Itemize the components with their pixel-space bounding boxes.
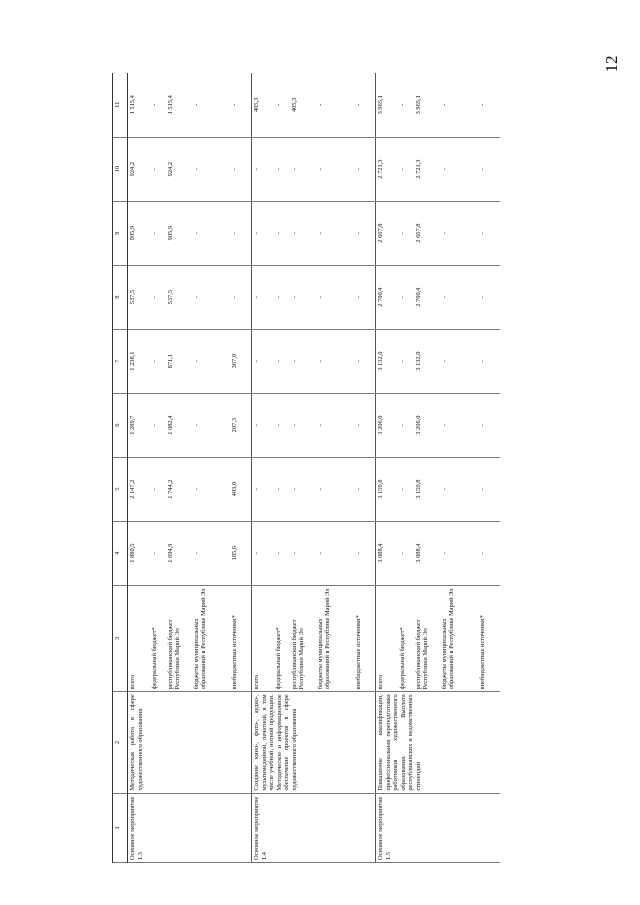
column-header: 2 bbox=[113, 692, 128, 793]
amount-cell: - bbox=[290, 329, 316, 393]
amount-cell: - bbox=[354, 73, 376, 137]
amount-cell: - bbox=[316, 265, 354, 329]
amount-cell: 3 965,1 bbox=[414, 73, 440, 137]
funding-source: республиканский бюджет Республики Марий Эл bbox=[290, 585, 316, 692]
column-header: 5 bbox=[113, 457, 128, 521]
amount-cell: - bbox=[150, 457, 166, 521]
funding-source: внебюджетные источники* bbox=[230, 585, 252, 692]
amount-cell: 367,0 bbox=[230, 329, 252, 393]
funding-source: всего bbox=[128, 585, 150, 692]
column-number-row bbox=[113, 73, 128, 863]
column-header: 10 bbox=[113, 137, 128, 201]
amount-cell: - bbox=[440, 393, 478, 457]
amount-cell: 3 088,4 bbox=[414, 521, 440, 585]
amount-cell: - bbox=[150, 73, 166, 137]
amount-cell: - bbox=[440, 329, 478, 393]
amount-cell: - bbox=[354, 265, 376, 329]
amount-cell: 3 132,0 bbox=[414, 329, 440, 393]
amount-cell: - bbox=[274, 265, 290, 329]
amount-cell: - bbox=[398, 521, 414, 585]
amount-cell: - bbox=[192, 265, 230, 329]
event-title: Повышение квалификации, профессиональная переподготовка работников художественного образования. Выплата республиканских и ведомственных стипендий bbox=[376, 692, 500, 793]
amount-cell: 3 206,0 bbox=[376, 393, 398, 457]
amount-cell: - bbox=[398, 457, 414, 521]
amount-cell: 2 667,8 bbox=[376, 201, 398, 265]
amount-cell: - bbox=[252, 457, 274, 521]
amount-cell: 905,9 bbox=[128, 201, 150, 265]
amount-cell: - bbox=[398, 329, 414, 393]
amount-cell: - bbox=[252, 521, 274, 585]
amount-cell: 2 700,4 bbox=[414, 265, 440, 329]
funding-source: внебюджетные источники* bbox=[354, 585, 376, 692]
funding-source: республиканский бюджет Республики Марий Эл bbox=[166, 585, 192, 692]
amount-cell: 185,6 bbox=[230, 521, 252, 585]
amount-cell: - bbox=[290, 201, 316, 265]
amount-cell: - bbox=[150, 265, 166, 329]
amount-cell: - bbox=[192, 393, 230, 457]
amount-cell: - bbox=[478, 201, 500, 265]
event-name: Основное мероприятие 1.4 bbox=[252, 793, 376, 862]
amount-cell: 1 744,2 bbox=[166, 457, 192, 521]
amount-cell: - bbox=[252, 201, 274, 265]
column-header: 8 bbox=[113, 265, 128, 329]
amount-cell: 871,1 bbox=[166, 329, 192, 393]
column-header: 6 bbox=[113, 393, 128, 457]
amount-cell: - bbox=[290, 521, 316, 585]
amount-cell: 2 700,4 bbox=[376, 265, 398, 329]
table-row bbox=[376, 73, 398, 863]
funding-source: федеральный бюджет* bbox=[398, 585, 414, 692]
amount-cell: - bbox=[354, 137, 376, 201]
amount-cell: 207,3 bbox=[230, 393, 252, 457]
table-row bbox=[252, 73, 274, 863]
amount-cell: - bbox=[192, 73, 230, 137]
event-name: Основное мероприятие 1.5 bbox=[376, 793, 500, 862]
column-header: 3 bbox=[113, 585, 128, 692]
amount-cell: 2 147,2 bbox=[128, 457, 150, 521]
column-header: 11 bbox=[113, 73, 128, 137]
table-row bbox=[128, 73, 150, 863]
amount-cell: - bbox=[230, 73, 252, 137]
amount-cell: - bbox=[316, 521, 354, 585]
amount-cell: 2 721,3 bbox=[376, 137, 398, 201]
amount-cell: - bbox=[192, 201, 230, 265]
amount-cell: - bbox=[398, 201, 414, 265]
amount-cell: 1 082,4 bbox=[166, 393, 192, 457]
column-header: 7 bbox=[113, 329, 128, 393]
amount-cell: - bbox=[274, 393, 290, 457]
budget-table bbox=[112, 73, 500, 863]
amount-cell: 905,9 bbox=[166, 201, 192, 265]
amount-cell: - bbox=[274, 201, 290, 265]
funding-source: всего bbox=[376, 585, 398, 692]
amount-cell: - bbox=[398, 393, 414, 457]
column-header: 4 bbox=[113, 521, 128, 585]
amount-cell: - bbox=[354, 521, 376, 585]
amount-cell: - bbox=[192, 521, 230, 585]
funding-source: бюджеты муниципальных образований в Республике Марий Эл bbox=[192, 585, 230, 692]
amount-cell: - bbox=[398, 265, 414, 329]
amount-cell: - bbox=[440, 265, 478, 329]
amount-cell: 3 965,1 bbox=[376, 73, 398, 137]
amount-cell: - bbox=[354, 393, 376, 457]
amount-cell: - bbox=[290, 457, 316, 521]
amount-cell: - bbox=[274, 329, 290, 393]
amount-cell: - bbox=[150, 393, 166, 457]
amount-cell: 3 132,0 bbox=[376, 329, 398, 393]
amount-cell: - bbox=[440, 521, 478, 585]
funding-source: федеральный бюджет* bbox=[274, 585, 290, 692]
amount-cell: 537,5 bbox=[128, 265, 150, 329]
amount-cell: - bbox=[440, 137, 478, 201]
table-body bbox=[128, 73, 500, 863]
funding-source: внебюджетные источники* bbox=[478, 585, 500, 692]
amount-cell: - bbox=[150, 521, 166, 585]
amount-cell: 1 289,7 bbox=[128, 393, 150, 457]
amount-cell: - bbox=[252, 393, 274, 457]
amount-cell: - bbox=[274, 521, 290, 585]
funding-source: республиканский бюджет Республики Марий Эл bbox=[414, 585, 440, 692]
event-title: Создание кино-, фото-, аудио-, мультимедийной, печатной, в том числе учебной, нотной продукции. Методическое и информационное обеспечение проектов в сфере художественного образования bbox=[252, 692, 376, 793]
amount-cell: - bbox=[478, 393, 500, 457]
amount-cell: 1 880,5 bbox=[128, 521, 150, 585]
amount-cell: - bbox=[478, 265, 500, 329]
amount-cell: 405,3 bbox=[290, 73, 316, 137]
event-title: Методическая работа в сфере художественного образования bbox=[128, 692, 252, 793]
funding-source: бюджеты муниципальных образований в Республике Марий Эл bbox=[440, 585, 478, 692]
amount-cell: - bbox=[290, 137, 316, 201]
amount-cell: 1 515,4 bbox=[128, 73, 150, 137]
amount-cell: 3 159,8 bbox=[414, 457, 440, 521]
amount-cell: 2 667,8 bbox=[414, 201, 440, 265]
amount-cell: - bbox=[316, 201, 354, 265]
amount-cell: - bbox=[440, 201, 478, 265]
amount-cell: - bbox=[478, 329, 500, 393]
page-number: 12 bbox=[602, 55, 621, 73]
amount-cell: - bbox=[354, 201, 376, 265]
amount-cell: - bbox=[398, 137, 414, 201]
amount-cell: - bbox=[478, 457, 500, 521]
amount-cell: 3 088,4 bbox=[376, 521, 398, 585]
amount-cell: 537,5 bbox=[166, 265, 192, 329]
amount-cell: - bbox=[192, 457, 230, 521]
amount-cell: 405,3 bbox=[252, 73, 274, 137]
amount-cell: - bbox=[252, 329, 274, 393]
amount-cell: - bbox=[440, 457, 478, 521]
amount-cell: 3 206,0 bbox=[414, 393, 440, 457]
amount-cell: - bbox=[440, 73, 478, 137]
amount-cell: 1 238,1 bbox=[128, 329, 150, 393]
amount-cell: 3 159,8 bbox=[376, 457, 398, 521]
amount-cell: - bbox=[230, 137, 252, 201]
amount-cell: - bbox=[252, 265, 274, 329]
amount-cell: - bbox=[478, 521, 500, 585]
amount-cell: - bbox=[192, 137, 230, 201]
amount-cell: - bbox=[230, 265, 252, 329]
amount-cell: - bbox=[230, 201, 252, 265]
amount-cell: 924,2 bbox=[128, 137, 150, 201]
amount-cell: - bbox=[290, 393, 316, 457]
amount-cell: 403,0 bbox=[230, 457, 252, 521]
amount-cell: - bbox=[398, 73, 414, 137]
rotated-table-container bbox=[112, 73, 637, 863]
amount-cell: - bbox=[150, 137, 166, 201]
amount-cell: - bbox=[354, 457, 376, 521]
funding-source: федеральный бюджет* bbox=[150, 585, 166, 692]
amount-cell: - bbox=[150, 329, 166, 393]
amount-cell: - bbox=[150, 201, 166, 265]
event-name: Основное мероприятие 1.3 bbox=[128, 793, 252, 862]
amount-cell: - bbox=[192, 329, 230, 393]
amount-cell: - bbox=[354, 329, 376, 393]
funding-source: всего bbox=[252, 585, 274, 692]
amount-cell: - bbox=[478, 137, 500, 201]
funding-source: бюджеты муниципальных образований в Республике Марий Эл bbox=[316, 585, 354, 692]
amount-cell: 2 721,3 bbox=[414, 137, 440, 201]
amount-cell: - bbox=[316, 73, 354, 137]
amount-cell: - bbox=[316, 137, 354, 201]
amount-cell: 1 694,9 bbox=[166, 521, 192, 585]
amount-cell: - bbox=[274, 73, 290, 137]
amount-cell: - bbox=[316, 457, 354, 521]
amount-cell: 1 515,4 bbox=[166, 73, 192, 137]
amount-cell: - bbox=[290, 265, 316, 329]
amount-cell: - bbox=[274, 137, 290, 201]
column-header: 1 bbox=[113, 793, 128, 862]
amount-cell: - bbox=[274, 457, 290, 521]
amount-cell: - bbox=[252, 137, 274, 201]
column-header: 9 bbox=[113, 201, 128, 265]
amount-cell: - bbox=[316, 329, 354, 393]
amount-cell: 924,2 bbox=[166, 137, 192, 201]
amount-cell: - bbox=[316, 393, 354, 457]
amount-cell: - bbox=[478, 73, 500, 137]
